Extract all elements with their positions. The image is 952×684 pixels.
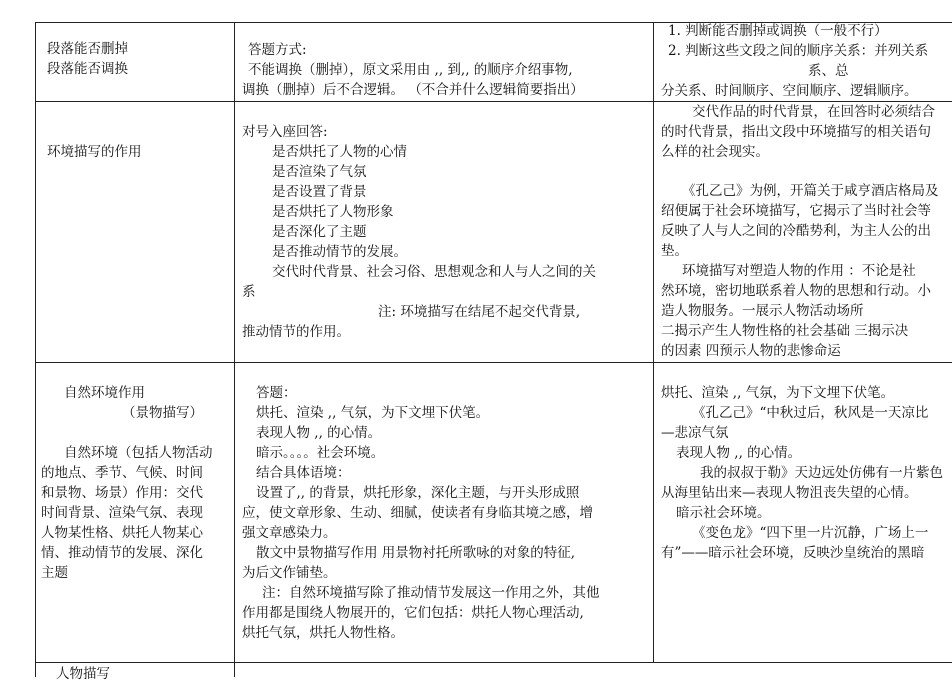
row3-left-line-7: 人物某性格、烘托人物某心: [41, 525, 203, 541]
row2-right-line-10: 造人物服务。一展示人物活动场所: [661, 303, 864, 319]
row2-mid-line-7: 是否推动情节的发展。: [272, 244, 407, 260]
row3-left-line-9: 主题: [41, 565, 68, 581]
row2-mid-line-3: 是否渲染了气氛: [272, 164, 367, 180]
row1-left-line-2: 段落能否调换: [47, 61, 128, 77]
row2-mid-line-6: 是否深化了主题: [272, 224, 367, 240]
row3-right-line-1: 烘托、渲染 ,, 气氛，为下文埋下伏笔。: [661, 385, 895, 401]
row1-left-line-1: 段落能否删掉: [47, 41, 128, 57]
row1-right-line-3: 系、总: [808, 63, 849, 79]
column-divider-2: [653, 22, 654, 663]
row1-mid-line-1: 答题方式:: [248, 42, 307, 58]
row4-left-line-1: 人物描写: [56, 666, 110, 682]
row2-right-line-5: 绍便属于社会环境描写，它揭示了当时社会等: [661, 203, 931, 219]
row3-mid-line-6: 设置了,, 的背景，烘托形象，深化主题，与开头形成照: [256, 485, 580, 501]
column-divider-1: [234, 22, 235, 677]
row3-right-line-7: 暗示社会环境。: [676, 505, 771, 521]
row2-left-line-1: 环境描写的作用: [47, 144, 142, 160]
row2-right-line-3: 么样的社会现实。: [661, 144, 769, 160]
row2-mid-line-5: 是否烘托了人物形象: [272, 204, 394, 220]
row3-mid-line-12: 作用都是围绕人物展开的，它们包括：烘托人物心理活动,: [242, 605, 584, 621]
row3-left-line-2: （景物描写）: [122, 405, 203, 421]
row2-right-line-6: 反映了人与人之间的冷酷势利，为主人公的出: [661, 223, 931, 239]
row3-mid-line-5: 结合具体语境：: [256, 465, 351, 481]
row3-mid-line-11: 注：自然环境描写除了推动情节发展这一作用之外，其他: [262, 585, 600, 601]
row2-right-line-1: 交代作品的时代背景，在回答时必须结合: [692, 104, 935, 120]
row1-right-line-4: 分关系、时间顺序、空间顺序、逻辑顺序。: [661, 83, 918, 99]
row2-mid-line-4: 是否设置了背景: [272, 184, 367, 200]
row2-right-line-8: 环境描写对塑造人物的作用 ：不论是社: [682, 263, 916, 279]
row2-mid-line-10: 注: 环境描写在结尾不起交代背景,: [378, 304, 581, 320]
row1-mid-line-2: 不能调换（删掉），原文采用由 ,, 到,, 的顺序介绍事物,: [248, 62, 573, 78]
row2-mid-line-1: 对号入座回答:: [242, 124, 328, 140]
row3-mid-line-4: 暗示。。。。社会环境。: [256, 445, 385, 461]
row2-right-line-9: 然环境，密切地联系着人物的思想和行动。小: [661, 283, 931, 299]
row2-right-line-2: 的时代背景，指出文段中环境描写的相关语句: [661, 124, 931, 140]
row-divider-2: [35, 362, 952, 363]
row3-mid-line-13: 烘托气氛，烘托人物性格。: [242, 625, 404, 641]
row2-mid-line-9: 系: [242, 284, 256, 300]
row1-mid-line-3: 调换（删掉）后不合逻辑。 （不合并什么逻辑简要指出）: [242, 82, 584, 98]
row2-mid-line-2: 是否烘托了人物的心情: [272, 144, 407, 160]
row3-right-line-8: 《变色龙》“四下里一片沉静，广场上一: [692, 525, 929, 541]
row1-right-line-2: 2. 判断这些文段之间的顺序关系：并列关系: [668, 43, 929, 59]
row2-right-line-12: 的因素 四预示人物的悲惨命运: [661, 343, 841, 359]
row3-left-line-3: 自然环境（包括人物活动: [64, 445, 213, 461]
row3-right-line-5: 我的叔叔于勒》天边远处仿佛有一片紫色: [700, 465, 943, 481]
row3-mid-line-8: 强文章感染力。: [242, 525, 337, 541]
row3-left-line-5: 和景物、场景）作用：交代: [41, 485, 203, 501]
row3-left-line-8: 情、推动情节的发展、深化: [41, 545, 203, 561]
row2-mid-line-8: 交代时代背景、社会习俗、思想观念和人与人之间的关: [272, 264, 596, 280]
row3-left-line-6: 时间背景、渲染气氛、表现: [41, 505, 203, 521]
row3-mid-line-1: 答题：: [256, 385, 297, 401]
table-left-border: [35, 22, 36, 677]
row3-mid-line-10: 为后文作铺垫。: [242, 565, 337, 581]
row3-mid-line-2: 烘托、渲染 ,, 气氛，为下文埋下伏笔。: [256, 405, 490, 421]
row1-right-line-1: 1. 判断能否删掉或调换（一般不行）: [668, 23, 888, 39]
row-divider-3: [35, 662, 952, 663]
row2-mid-line-11: 推动情节的作用。: [242, 324, 350, 340]
row3-right-line-3: —悲凉气氛: [661, 425, 729, 441]
row3-left-line-1: 自然环境作用: [64, 385, 145, 401]
row2-right-line-11: 二揭示产生人物性格的社会基础 三揭示决: [661, 323, 909, 339]
row3-mid-line-3: 表现人物 ,, 的心情。: [256, 425, 382, 441]
row3-right-line-2: 《孔乙己》“中秋过后，秋风是一天凉比: [692, 405, 929, 421]
row3-mid-line-9: 散文中景物描写作用 用景物衬托所歌咏的对象的特征,: [256, 545, 576, 561]
row3-right-line-9: 有”——暗示社会环境，反映沙皇统治的黑暗: [661, 545, 925, 561]
row3-mid-line-7: 应，使文章形象、生动、细腻，使读者有身临其境之感，增: [242, 505, 593, 521]
row2-right-line-7: 垫。: [661, 243, 688, 259]
row3-right-line-6: 从海里钻出来—表现人物沮丧失望的心情。: [661, 485, 918, 501]
row3-right-line-4: 表现人物 ,, 的心情。: [676, 445, 802, 461]
row3-left-line-4: 的地点、季节、气候、时间: [41, 465, 203, 481]
row2-right-line-4: 《孔乙己》为例，开篇关于咸亨酒店格局及: [682, 183, 939, 199]
